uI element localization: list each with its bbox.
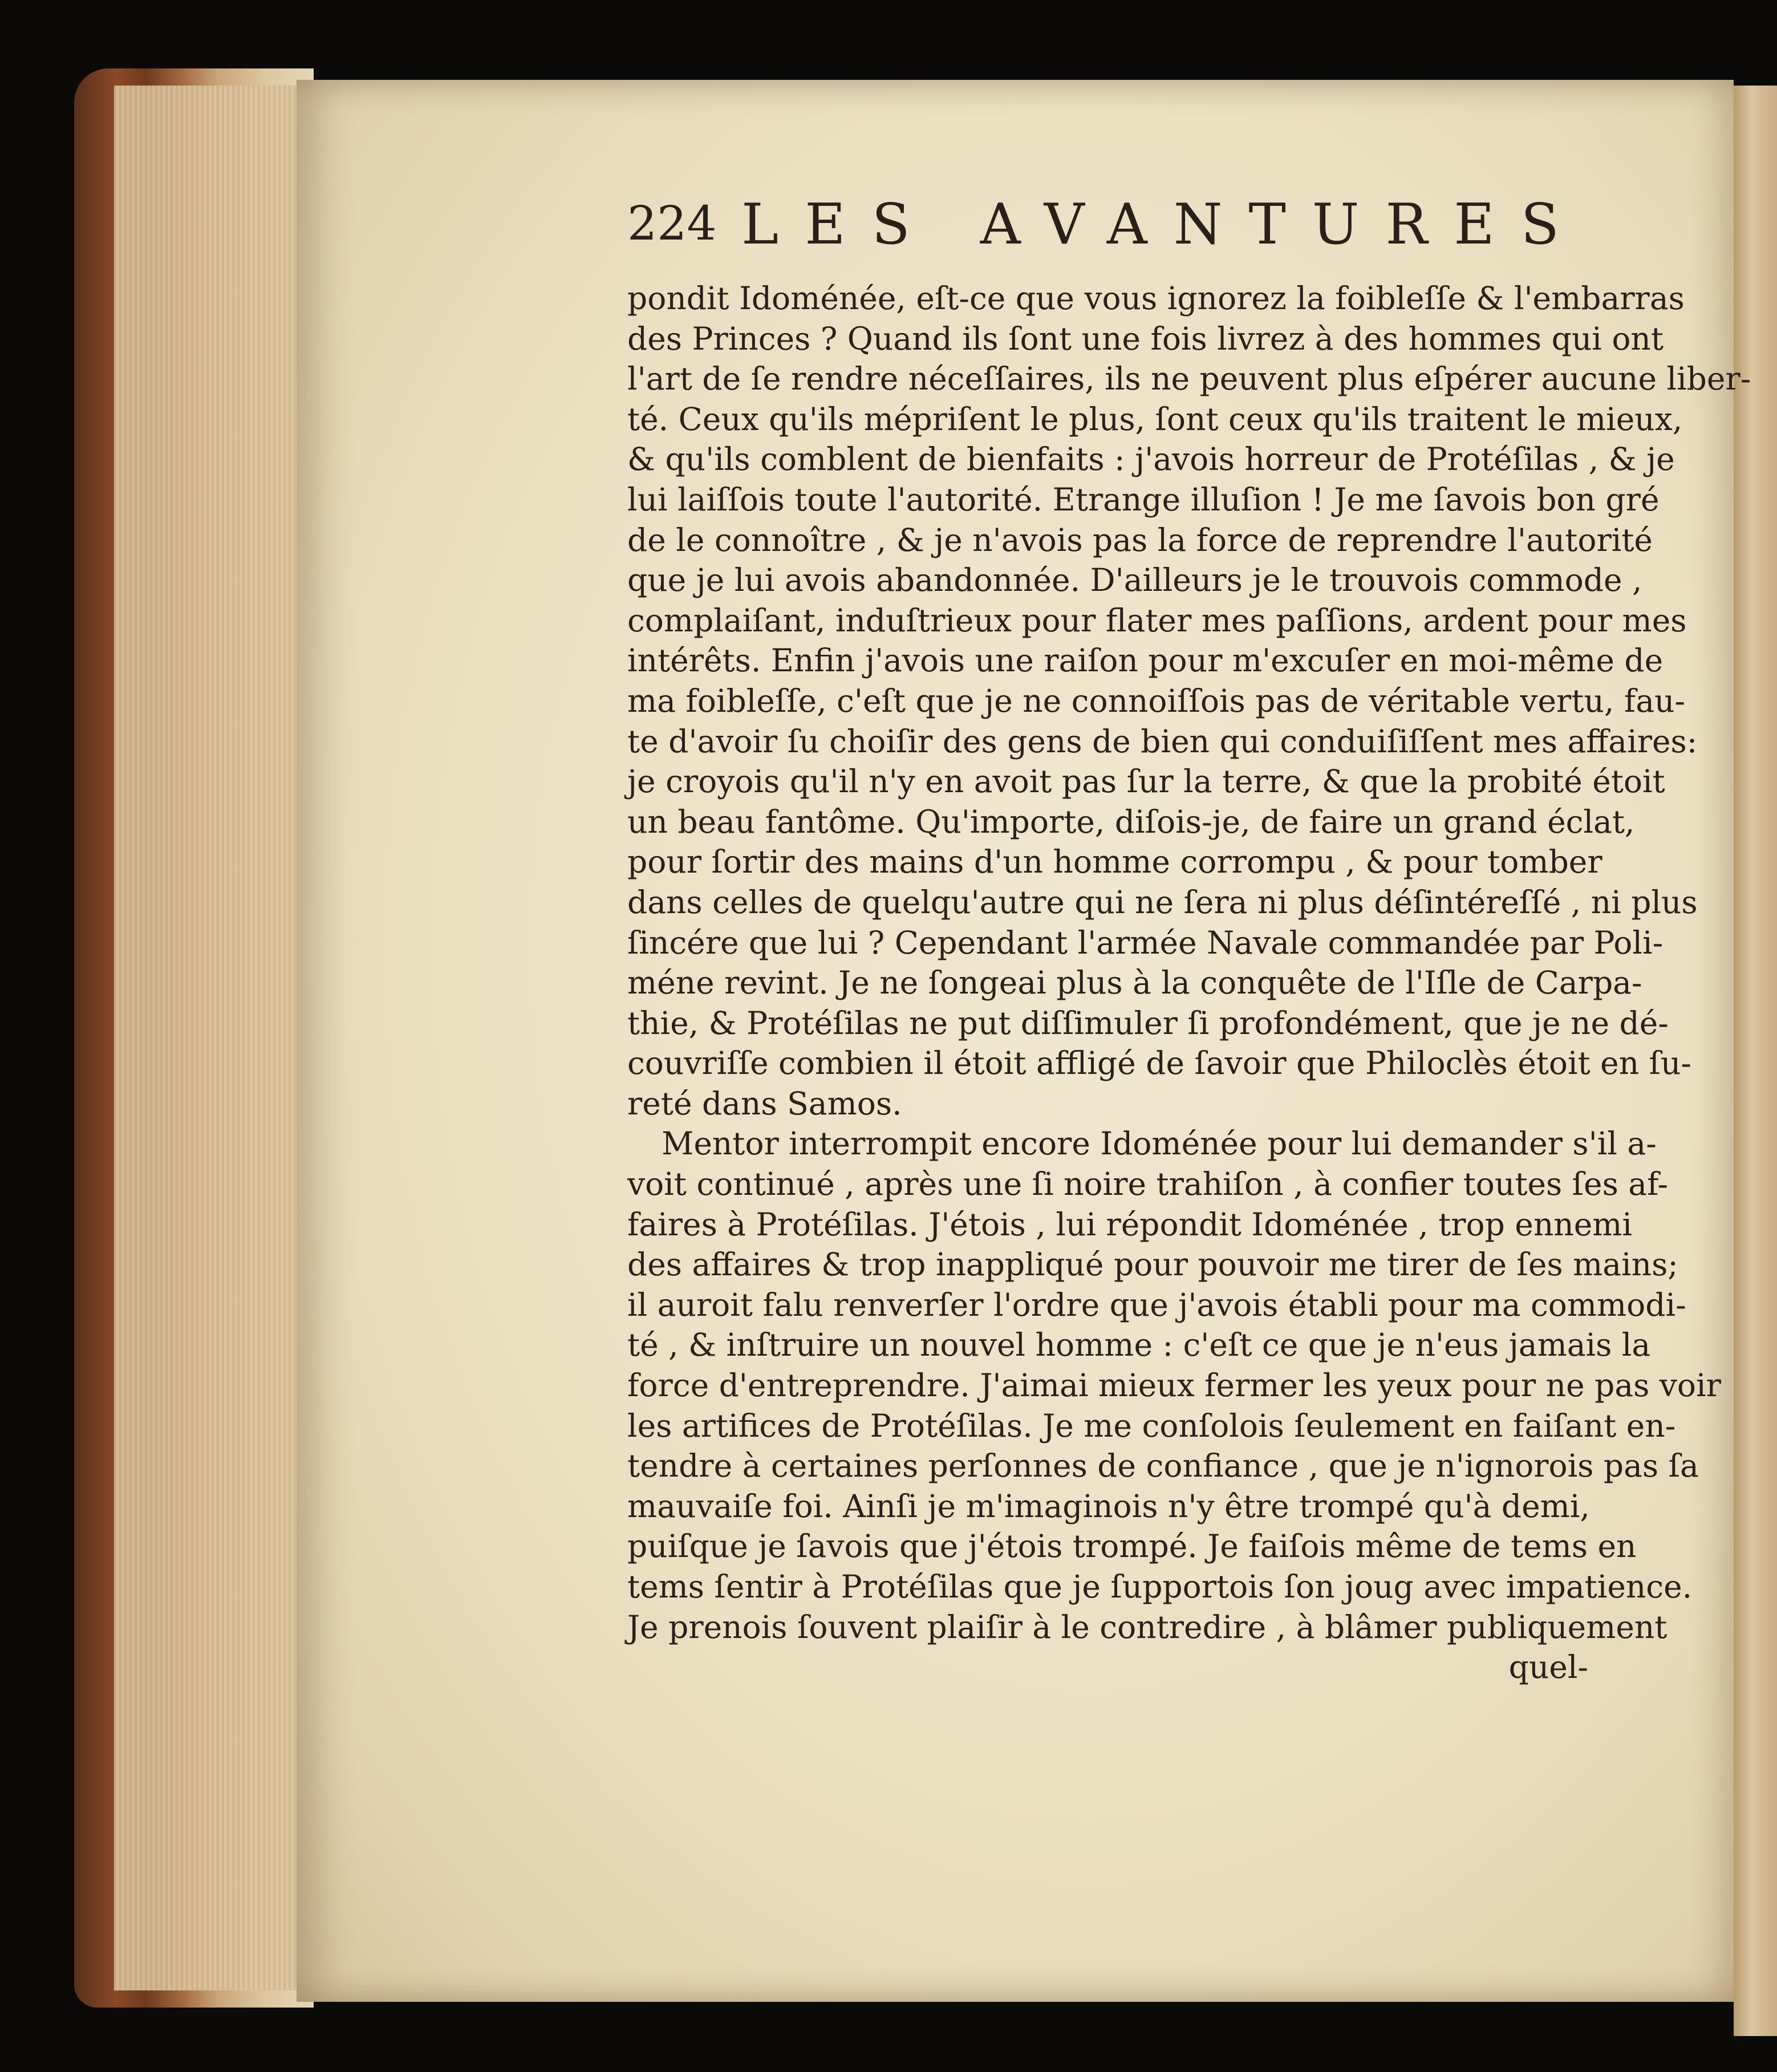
text-line: les artifices de Protéſilas. Je me conſolois ſeulement en faiſant en- bbox=[627, 1407, 1676, 1444]
text-line: Je prenois ſouvent plaiſir à le contredire , à blâmer publiquement bbox=[627, 1608, 1668, 1645]
text-line: complaiſant, induſtrieux pour flater mes paſſions, ardent pour mes bbox=[627, 602, 1687, 639]
text-line: je croyois qu'il n'y en avoit pas ſur la terre, & que la probité étoit bbox=[627, 763, 1665, 800]
text-line: lui laiſſois toute l'autorité. Etrange illuſion ! Je me ſavois bon gré bbox=[627, 481, 1660, 518]
text-line: des Princes ? Quand ils ſont une fois livrez à des hommes qui ont bbox=[627, 320, 1664, 357]
text-line: puiſque je ſavois que j'étois trompé. Je faiſois même de tems en bbox=[627, 1528, 1637, 1565]
text-line: faires à Protéſilas. J'étois , lui répondit Idoménée , trop ennemi bbox=[627, 1206, 1632, 1243]
running-title: LES AVANTURES bbox=[741, 192, 1585, 257]
text-line: pondit Idoménée, eſt-ce que vous ignorez la foibleſſe & l'embarras bbox=[627, 280, 1685, 317]
text-line: & qu'ils comblent de bienfaits : j'avois horreur de Protéſilas , & je bbox=[627, 441, 1675, 478]
text-line: tendre à certaines perſonnes de confiance , que je n'ignorois pas ſa bbox=[627, 1447, 1699, 1485]
text-line: méne revint. Je ne ſongeai plus à la conquête de l'Iſle de Carpa- bbox=[627, 964, 1642, 1001]
text-line: té. Ceux qu'ils mépriſent le plus, ſont ceux qu'ils traitent le mieux, bbox=[627, 400, 1683, 437]
text-line: intérêts. Enfin j'avois une raiſon pour m'excuſer en moi-même de bbox=[627, 642, 1664, 679]
text-line: l'art de ſe rendre néceſſaires, ils ne peuvent plus eſpérer aucune liber- bbox=[627, 360, 1751, 398]
text-line: ſincére que lui ? Cependant l'armée Navale commandée par Poli- bbox=[627, 924, 1664, 961]
text-line: couvriſſe combien il étoit affligé de ſavoir que Philoclès étoit en ſu- bbox=[627, 1045, 1691, 1082]
text-line: un beau fantôme. Qu'importe, diſois-je, de faire un grand éclat, bbox=[627, 803, 1635, 840]
text-line: dans celles de quelqu'autre qui ne ſera ni plus déſintéreſſé , ni plus bbox=[627, 883, 1698, 921]
text-line: te d'avoir ſu choiſir des gens de bien qui conduiſiſſent mes affaires: bbox=[627, 723, 1698, 760]
page-header bbox=[627, 192, 1585, 259]
text-line: force d'entreprendre. J'aimai mieux fermer les yeux pour ne pas voir bbox=[627, 1367, 1721, 1404]
text-line: mauvaiſe foi. Ainſi je m'imaginois n'y être trompé qu'à demi, bbox=[627, 1487, 1590, 1524]
text-line: té , & inſtruire un nouvel homme : c'eſt ce que je n'eus jamais la bbox=[627, 1327, 1651, 1364]
text-line: voit continué , après une ſi noire trahiſon , à confier toutes ſes af- bbox=[627, 1166, 1669, 1203]
text-line: des affaires & trop inappliqué pour pouvoir me tirer de ſes mains; bbox=[627, 1246, 1678, 1283]
text-line: Mentor interrompit encore Idoménée pour lui demander s'il a- bbox=[662, 1125, 1657, 1162]
text-line: tems ſentir à Protéſilas que je ſupportois ſon joug avec impatience. bbox=[627, 1568, 1693, 1605]
text-line: il auroit falu renverſer l'ordre que j'avois établi pour ma commodi- bbox=[627, 1286, 1686, 1323]
text-line: pour ſortir des mains d'un homme corrompu , & pour tomber bbox=[627, 844, 1602, 881]
page-number: 224 bbox=[627, 197, 717, 251]
text-line: que je lui avois abandonnée. D'ailleurs je le trouvois commode , bbox=[627, 562, 1642, 599]
text-line: reté dans Samos. bbox=[627, 1085, 902, 1122]
text-line: thie, & Protéſilas ne put diſſimuler ſi profondément, que je ne dé- bbox=[627, 1004, 1669, 1041]
body-text bbox=[627, 278, 1751, 1688]
text-line: ma foibleſſe, c'eſt que je ne connoiſſois pas de véritable vertu, fau- bbox=[627, 682, 1685, 719]
text-line: de le connoître , & je n'avois pas la force de reprendre l'autorité bbox=[627, 521, 1653, 558]
catchword: quel- bbox=[1508, 1649, 1588, 1686]
